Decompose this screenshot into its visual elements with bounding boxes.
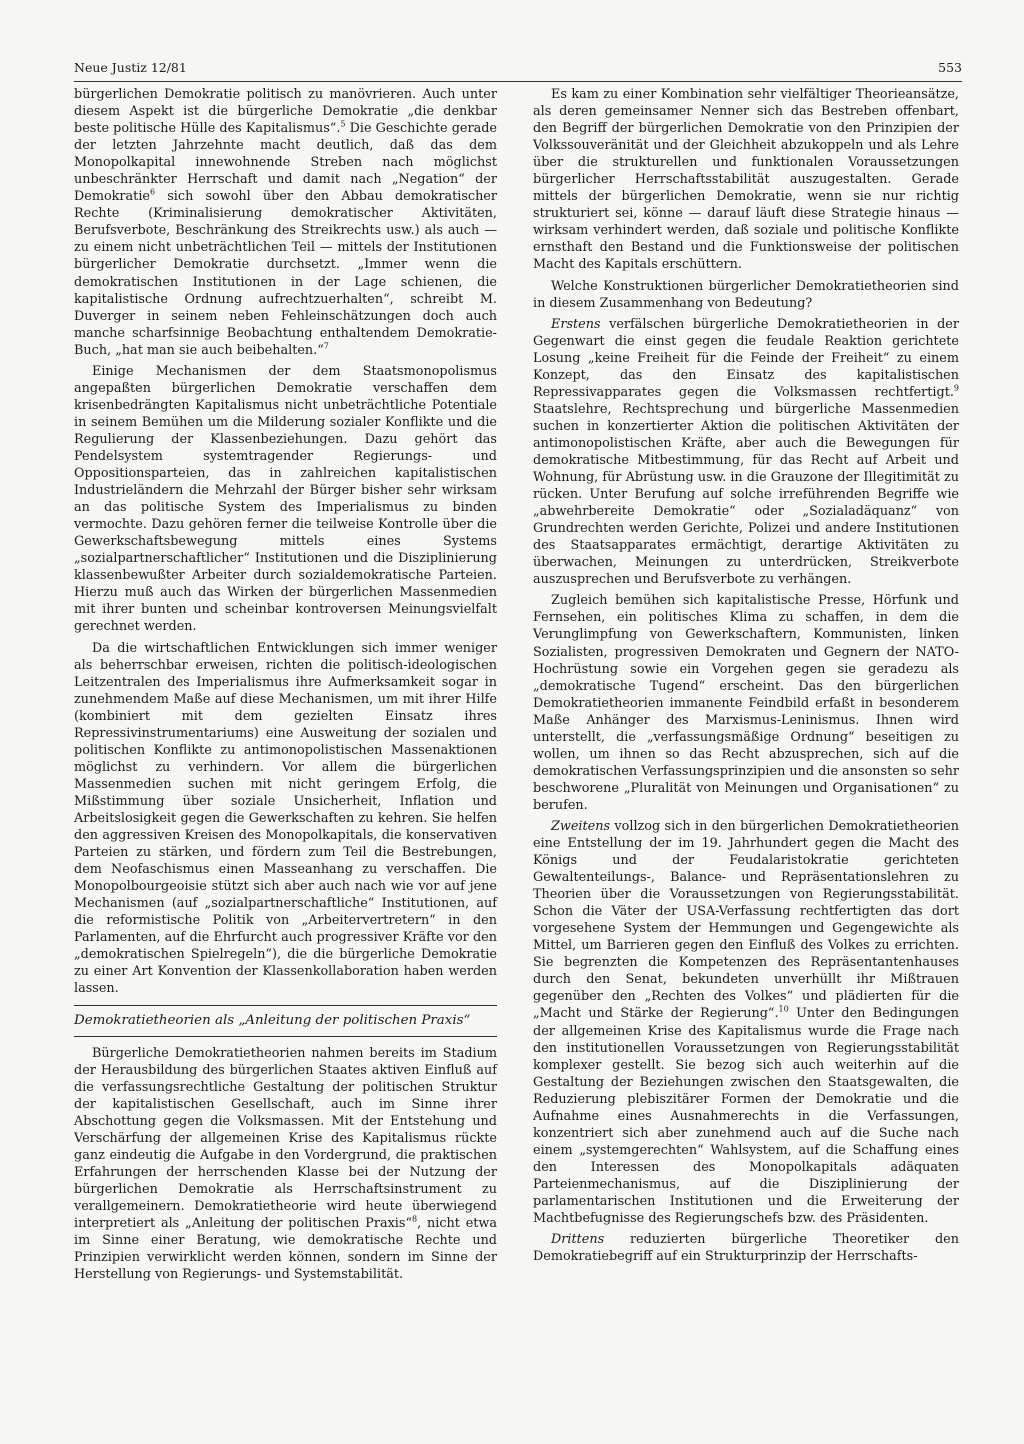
heading-rule — [74, 1036, 497, 1037]
section-heading: Demokratietheorien als „Anleitung der politischen Praxis“ — [74, 1013, 471, 1029]
enumerator: Erstens — [551, 316, 601, 332]
enumerator: Drittens — [551, 1232, 605, 1248]
paragraph — [533, 316, 959, 589]
header-rule — [74, 81, 962, 82]
journal-title: Neue Justiz 12/81 — [74, 60, 187, 75]
footnote-ref: 8 — [412, 1214, 418, 1224]
footnote-ref: 10 — [778, 1005, 789, 1015]
footnote-ref: 6 — [149, 188, 156, 198]
paragraph — [74, 86, 497, 359]
footnote-ref: 9 — [953, 383, 959, 393]
text-run: reduzierten bürgerliche Theoretiker den Demokratiebegriff auf ein Strukturprinzip der Herrschafts- — [533, 1232, 959, 1265]
text-run: sich sowohl über den Abbau demokratischer Rechte (Kriminalisierung demokratischer Aktivitäten, Berufsverbote, Beschränkung des Streikrechts usw.) als auch — zu einem nicht unbeträchtlichen Teil — mittels der Institutionen bürgerlicher Demokratie durchsetzt. „Immer wenn die demokratischen Institutionen in der Lage schienen, die kapitalistische Ordnung aufrechtzuerhalten“, schreibt M. Duverger in seinem neben Fehleinschätzungen doch auch manche scharfsinnige Beobachtung enthaltendem Demokratie-Buch, „hat man sie auch beibehalten.“ — [74, 189, 497, 358]
paragraph: Da die wirtschaftlichen Entwicklungen sich immer weniger als beherrschbar erweisen, richten die politisch-ideologischen Leitzentralen des Imperialismus ihre Aufmerksamkeit sogar in zunehmendem Maße auf diese Mechanismen, um mit ihrer Hilfe (kombiniert mit dem gezielten Einsatz ihres Repressivinstrumentariums) eine Ausweitung der sozialen und politischen Konflikte zu antimonopolistischen Massenaktionen möglichst zu verhindern. Vor allem die bürgerlichen Massenmedien suchen mit nicht geringem Erfolg, die Mißstimmung über soziale Unsicherheit, Inflation und Arbeitslosigkeit gegen die Gewerkschaften zu kehren. Sie helfen den aggressiven Kreisen des Monopolkapitals, die konservativen Parteien zu stärken, und fördern zum Teil die Bestrebungen, dem Neofaschismus einen Masseanhang zu verschaffen. Die Monopolbourgeoisie stützt sich aber auch nach wie vor auf jene Mechanismen (auf „sozialpartnerschaftliche“ Institutionen, auf die reformistische Politik von „Arbeitervertretern“ in den Parlamenten, auf die Ehrfurcht auch progressiver Kräfte vor den „demokratischen Spielregeln“), die die bürgerliche Demokratie zu einer Art Konvention der Klassenkollaboration haben werden lassen. — [74, 640, 497, 997]
text-run: Unter den Bedingungen der allgemeinen Krise des Kapitalismus wurde die Frage nach den institutionellen Voraussetzungen von Regierungsstabilität komplexer gestellt. Sie bezog sich auch weiterhin auf die Gestaltung der Beziehungen zwischen den Staatsgewalten, die Reduzierung plebiszitärer Formen der Demokratie und die Aufnahme eines Ausnahmerechts in die Verfassungen, konzentriert sich aber zunehmend auch auf die Suche nach einem „systemgerechten“ Wahlsystem, auf die Schaffung eines den Interessen des Monopolkapitals adäquaten Parteienmechanismus, auf die Disziplinierung der parlamentarischen Institutionen und die Erweiterung der Machtbefugnisse des Regierungschefs bzw. des Präsidenten. — [533, 1006, 959, 1227]
running-head — [74, 60, 962, 75]
text-run: vollzog sich in den bürgerlichen Demokratietheorien eine Entstellung der im 19. Jahrhundert gegen die Macht des Königs und der Feudalaristokratie gerichteten Gewaltenteilungs-, Balance- und Repräsentationslehren zu Theorien über die Voraussetzungen von Regierungsstabilität. Schon die Väter der USA-Verfassung rechtfertigten das dort vorgesehene System der Hemmungen und Gegengewichte als Mittel, um Barrieren gegen den Einfluß des Volkes zu errichten. Sie begrenzten die Kompetenzen des Repräsentantenhauses durch den Senat, bekundeten unverhüllt ihr Mißtrauen gegenüber den „Rechten des Volkes“ und plädierten für die „Macht und Stärke der Regierung“. — [533, 818, 959, 1022]
left-column — [74, 86, 497, 1287]
heading-rule — [74, 1005, 497, 1006]
text-run: Die Geschichte gerade der letzten Jahrzehnte macht deutlich, daß das dem Monopolkapital innewohnende Streben nach möglichst unbeschränkter Herrschaft und damit nach „Negation“ der Demokratie — [74, 121, 497, 205]
text-run: Bürgerliche Demokratietheorien nahmen bereits im Stadium der Herausbildung des bürgerlichen Staates aktiven Einfluß auf die verfassungsrechtliche Gestaltung der politischen Struktur der kapitalistischen Gesellschaft, auch im Sinne ihrer Abschottung gegen die Volksmassen. Mit der Entstehung und Verschärfung der allgemeinen Krise des Kapitalismus rückte ganz eindeutig die Aufgabe in den Vordergrund, die praktischen Erfahrungen der herrschenden Klasse bei der Nutzung der bürgerlichen Demokratie als Herrschaftsinstrument zu verallgemeinern. Demokratietheorie wird heute überwiegend interpretiert als „Anleitung der politischen Praxis“ — [74, 1045, 497, 1231]
footnote-ref: 5 — [340, 119, 346, 129]
page-number: 553 — [938, 60, 962, 75]
right-column — [533, 86, 959, 1269]
paragraph — [533, 1231, 959, 1265]
paragraph: Einige Mechanismen der dem Staatsmonopolismus angepaßten bürgerlichen Demokratie verschaffen dem krisenbedrängten Kapitalismus nicht unbeträchtliche Potentiale in seinem Bemühen um die Milderung sozialer Konflikte und die Regulierung der Klassenbeziehungen. Dazu gehört das Pendelsystem systemtragender Regierungs- und Oppositionsparteien, das in zahlreichen kapitalistischen Industrieländern die Mehrzahl der Bürger bisher sehr wirksam an das politische System des Imperialismus zu binden vermochte. Dazu gehören ferner die teilweise Kontrolle über die Gewerkschaftsbewegung mittels eines Systems „sozialpartnerschaftlicher“ Institutionen und die Disziplinierung klassenbewußter Arbeiter durch sozialdemokratische Parteien. Hierzu muß auch das Wirken der bürgerlichen Massenmedien mit ihrer bunten und scheinbar kontroversen Meinungsvielfalt gerechnet werden. — [74, 363, 497, 635]
text-run: Staatslehre, Rechtsprechung und bürgerliche Massenmedien suchen in konzertierter Aktion die politischen Aktivitäten der antimonopolistischen Kräfte, aber auch die Bewegungen für demokratische Mitbestimmung, für das Recht auf Arbeit und Wohnung, für Abrüstung usw. in die Grauzone der Illegitimität zu rücken. Unter Berufung auf solche irreführenden Begriffe wie „abwehrbereite Demokratie“ oder „Sozialadäquanz“ von Grundrechten werden Gerichte, Polizei und andere Institutionen des Staatsapparates ermächtigt, derartige Aktivitäten zu überwachen, Meinungen zu unterdrücken, Streikverbote auszusprechen und Berufsverbote zu verhängen. — [533, 401, 959, 588]
text-run: bürgerlichen Demokratie politisch zu manövrieren. Auch unter diesem Aspekt ist die bürgerliche Demokratie „die denkbar beste politische Hülle des Kapitalismus“. — [74, 87, 497, 137]
paragraph: Welche Konstruktionen bürgerlicher Demokratietheorien sind in diesem Zusammenhang von Bedeutung? — [533, 278, 959, 311]
enumerator: Zweitens — [551, 818, 611, 834]
paragraph — [74, 1045, 497, 1284]
text-run: , nicht etwa im Sinne einer Beratung, wie demokratische Rechte und Prinzipien verwirklicht werden können, sondern im Sinne der Herstellung von Regierungs- und Systemstabilität. — [74, 1216, 497, 1283]
paragraph: Es kam zu einer Kombination sehr vielfältiger Theorieansätze, als deren gemeinsamer Nenner sich das Bestreben offenbart, den Begriff der bürgerlichen Demokratie von den Prinzipien der Volkssouveränität und der Gleichheit abzukoppeln und als Lehre über die strukturellen und funktionalen Voraussetzungen bürgerlicher Herrschaftsstabilität auszugestalten. Gerade mittels der bürgerlichen Demokratie, wenn sie nur richtig strukturiert sei, könne — darauf läuft diese Strategie hinaus — wirksam verhindert werden, daß soziale und politische Konflikte ernsthaft den Bestand und die Funktionsweise der politischen Macht des Kapitals erschüttern. — [533, 87, 959, 273]
text-run: verfälschen bürgerliche Demokratietheorien in der Gegenwart die einst gegen die feudale Reaktion gerichtete Losung „keine Freiheit für die Feinde der Freiheit“ zu einem Konzept, das den Einsatz des kapitalistischen Repressivapparates gegen die Volksmassen rechtfertigt. — [533, 316, 959, 400]
footnote-ref: 7 — [323, 341, 329, 351]
paragraph: Zugleich bemühen sich kapitalistische Presse, Hörfunk und Fernsehen, ein politisches Klima zu schaffen, in dem die Verunglimpfung von Gewerkschaftern, Kommunisten, linken Sozialisten, progressiven Demokraten und Gegnern der NATO-Hochrüstung sowie ein Vorgehen gegen sie geradezu als „demokratische Tugend“ erscheint. Das den bürgerlichen Demokratietheorien immanente Feindbild erfaßt in besonderem Maße Anhänger des Marxismus-Leninismus. Ihnen wird unterstellt, die „verfassungsmäßige Ordnung“ beseitigen zu wollen, um ihnen so das Recht abzusprechen, sich auf die demokratischen Verfassungsprinzipien und die ansonsten so sehr beschworene „Pluralität von Meinungen und Organisationen“ zu berufen. — [533, 593, 959, 813]
paragraph — [533, 818, 959, 1227]
